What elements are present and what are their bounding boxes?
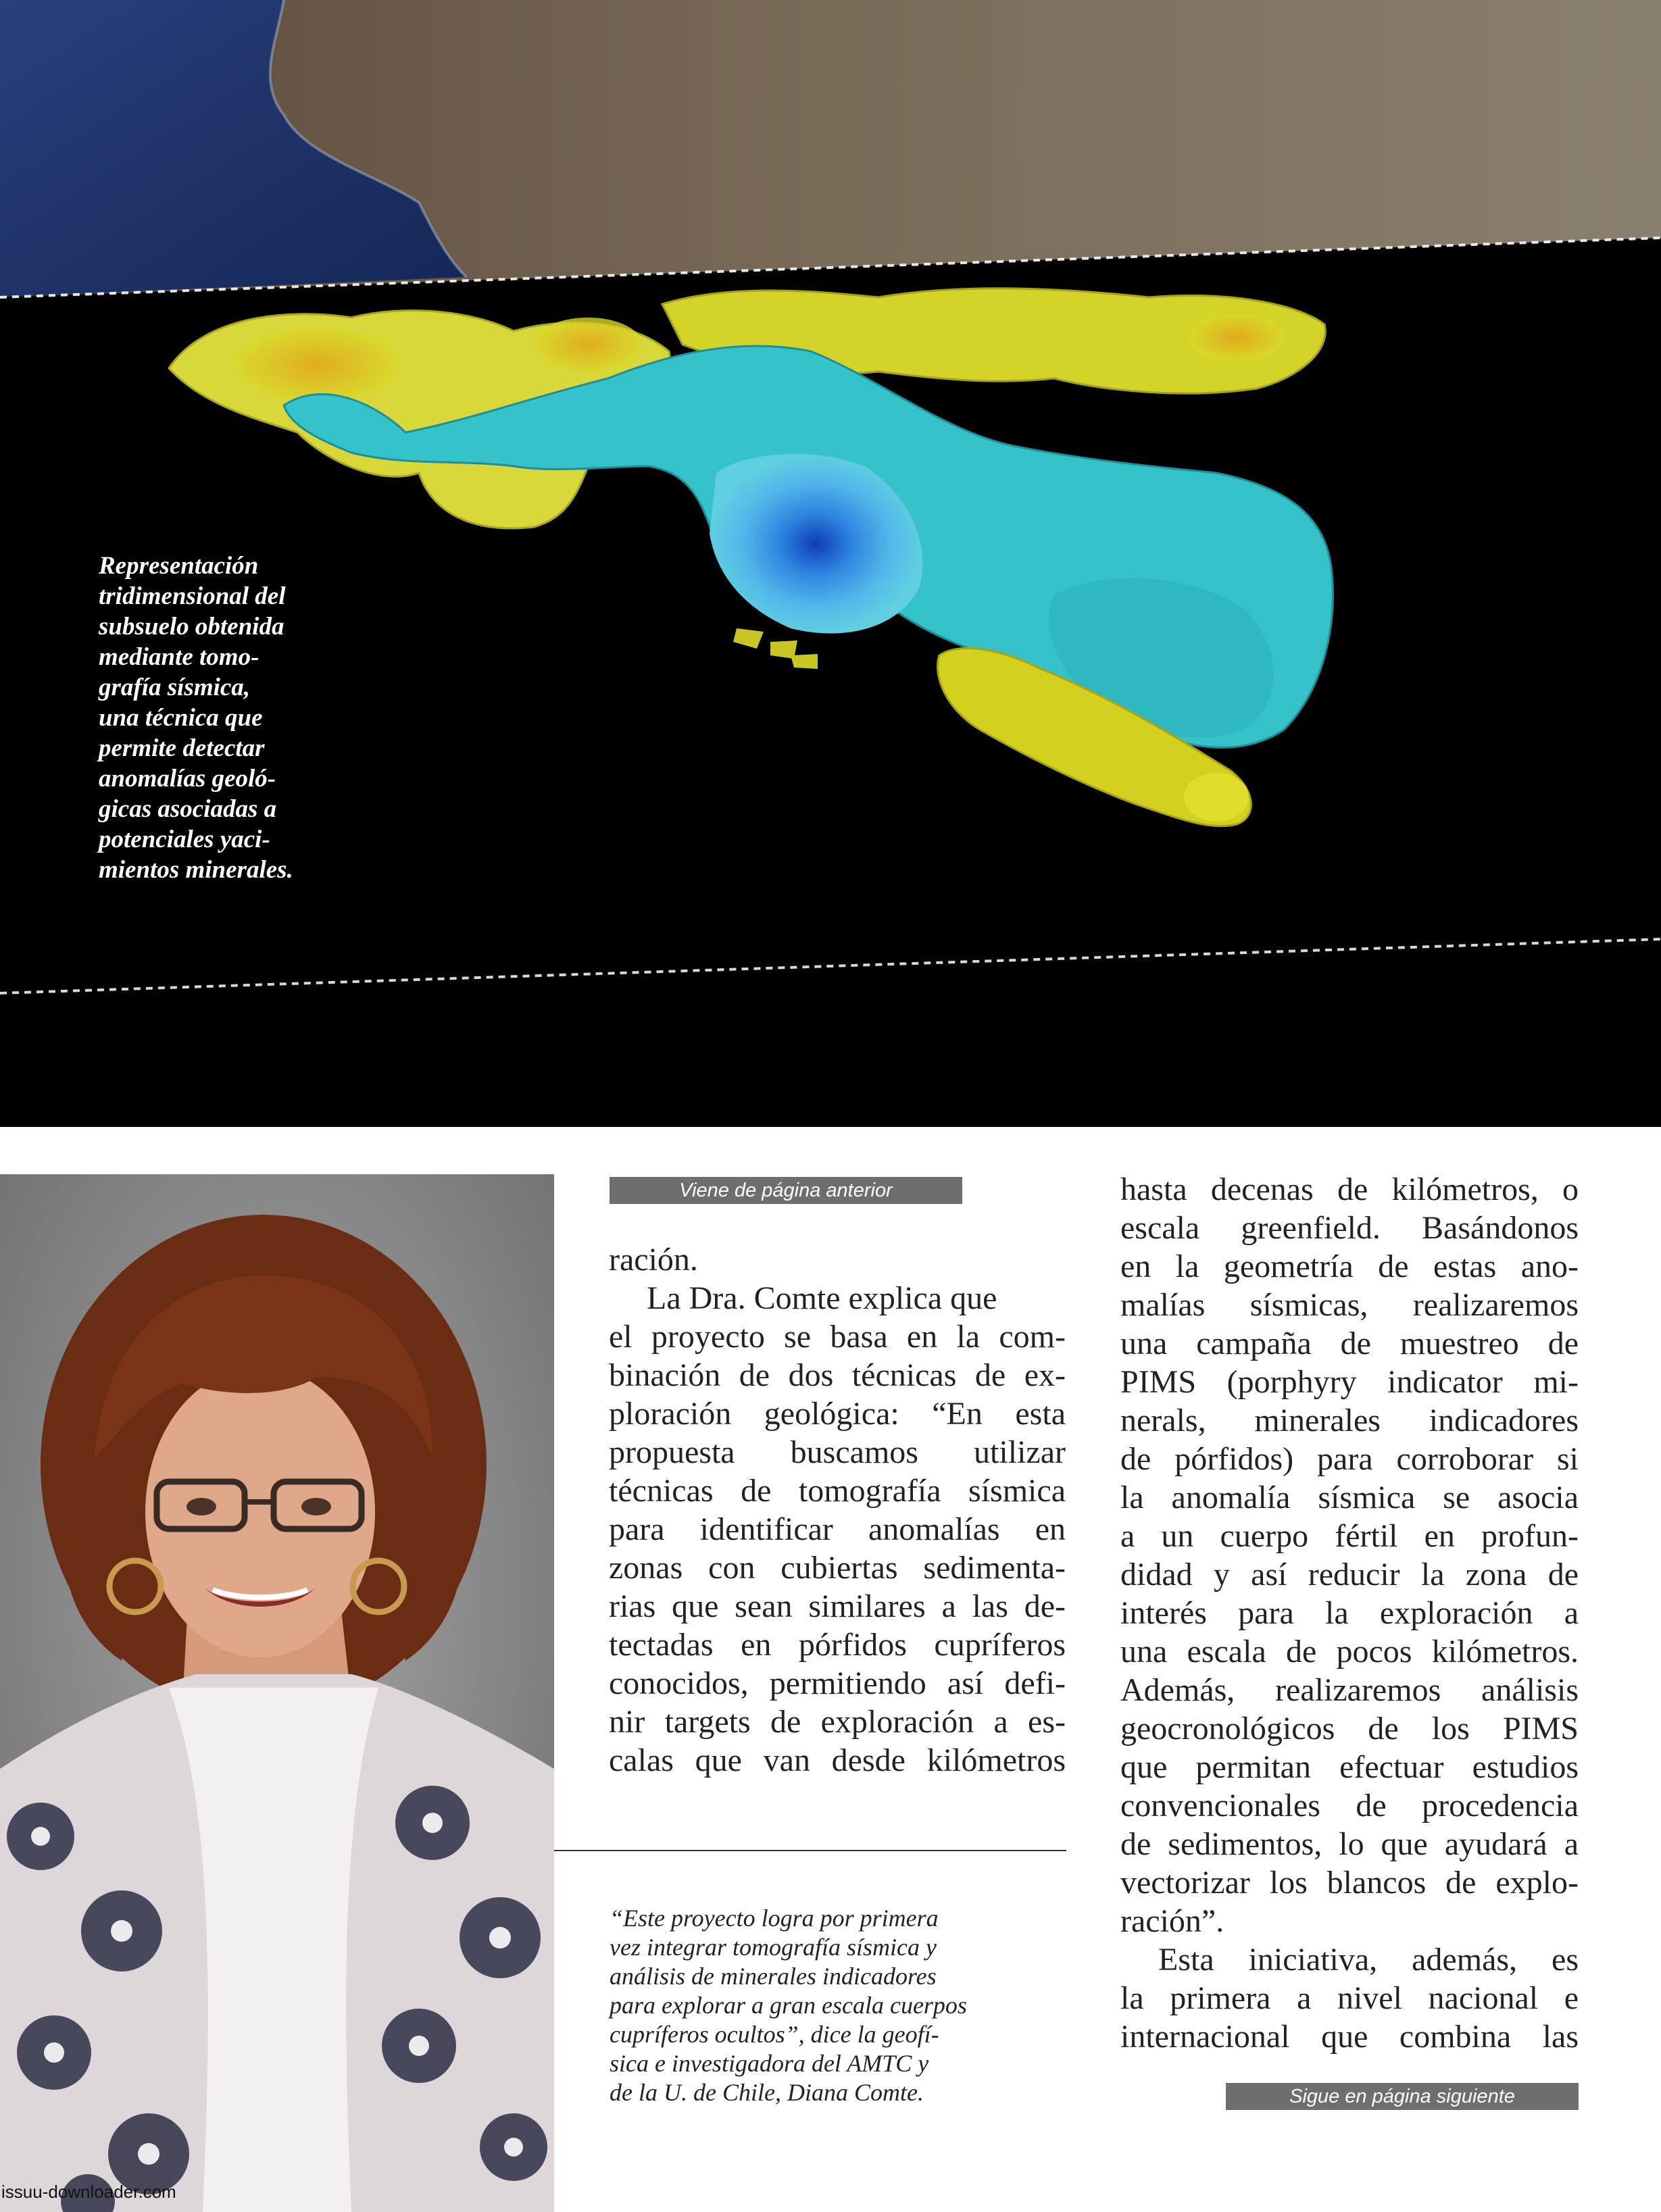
- text-line: que permitan efectuar estudios: [1120, 1749, 1579, 1785]
- caption-line: subsuelo obtenida: [99, 613, 284, 640]
- text-line: internacional que combina las: [1120, 2019, 1579, 2055]
- text-line: convencionales de procedencia: [1120, 1788, 1579, 1824]
- text-line: ración”.: [1120, 1903, 1224, 1939]
- article-column-middle: [609, 1240, 1066, 1780]
- quote-line: cupríferos ocultos”, dice la geofí-: [610, 2021, 939, 2048]
- text-line: una campaña de muestreo de: [1120, 1326, 1579, 1361]
- text-line: propuesta buscamos utilizar: [609, 1434, 1066, 1470]
- pull-quote: [610, 1904, 988, 2107]
- quote-line: para explorar a gran escala cuerpos: [610, 1992, 967, 2019]
- caption-line: Representación: [99, 552, 259, 580]
- text-line: Además, realizaremos análisis: [1120, 1672, 1579, 1708]
- text-line: didad y así reducir la zona de: [1120, 1557, 1579, 1592]
- text-line: nir targets de exploración a es-: [609, 1704, 1066, 1740]
- quote-line: análisis de minerales indicadores: [610, 1963, 937, 1990]
- text-line: la anomalía sísmica se asocia: [1120, 1480, 1579, 1515]
- caption-line: anomalías geoló-: [99, 765, 276, 793]
- quote-divider: [554, 1850, 1066, 1851]
- text-line: a un cuerpo fértil en profun-: [1120, 1518, 1579, 1554]
- text-line: hasta decenas de kilómetros, o: [1120, 1172, 1579, 1207]
- text-line: zonas con cubiertas sedimenta-: [609, 1550, 1066, 1586]
- text-line: La Dra. Comte explica que: [647, 1280, 997, 1316]
- article-column-right: [1120, 1170, 1579, 2056]
- text-line: malías sísmicas, realizaremos: [1120, 1287, 1579, 1323]
- text-line: calas que van desde kilómetros: [609, 1742, 1066, 1778]
- portrait-photo: [0, 1174, 554, 2212]
- text-line: vectorizar los blancos de explo-: [1120, 1865, 1579, 1901]
- text-line: ploración geológica: “En esta: [609, 1396, 1066, 1432]
- text-line: técnicas de tomografía sísmica: [609, 1473, 1066, 1509]
- text-line: el proyecto se basa en la com-: [609, 1319, 1066, 1355]
- text-line: interés para la exploración a: [1120, 1595, 1579, 1631]
- continues-on-label: Sigue en página siguiente: [1226, 2083, 1579, 2110]
- quote-line: “Este proyecto logra por primera: [610, 1905, 939, 1932]
- text-line: ración.: [609, 1242, 698, 1278]
- text-line: una escala de pocos kilómetros.: [1120, 1634, 1579, 1669]
- caption-line: permite detectar: [99, 734, 265, 762]
- quote-line: sica e investigadora del AMTC y: [610, 2050, 929, 2077]
- text-line: nerals, minerales indicadores: [1120, 1403, 1579, 1438]
- continued-from-label: Viene de página anterior: [610, 1177, 962, 1204]
- text-line: conocidos, permitiendo así defi-: [609, 1665, 1066, 1701]
- watermark: issuu-downloader.com: [1, 2182, 176, 2202]
- caption-line: tridimensional del: [99, 582, 286, 610]
- caption-line: una técnica que: [99, 704, 263, 732]
- text-line: binación de dos técnicas de ex-: [609, 1357, 1066, 1393]
- text-line: rias que sean similares a las de-: [609, 1588, 1066, 1624]
- caption-line: gicas asociadas a: [99, 795, 277, 823]
- text-line: de pórfidos) para corroborar si: [1120, 1441, 1579, 1477]
- text-line: escala greenfield. Basándonos: [1120, 1210, 1579, 1246]
- text-line: Esta iniciativa, además, es: [1158, 1942, 1579, 1978]
- text-line: geocronológicos de los PIMS: [1120, 1711, 1579, 1746]
- text-line: de sedimentos, lo que ayudará a: [1120, 1826, 1579, 1862]
- image-caption: [99, 551, 355, 885]
- text-line: para identificar anomalías en: [609, 1511, 1066, 1547]
- text-line: en la geometría de estas ano-: [1120, 1249, 1579, 1284]
- caption-line: mientos minerales.: [99, 856, 293, 884]
- quote-line: vez integrar tomografía sísmica y: [610, 1934, 937, 1961]
- caption-line: mediante tomo-: [99, 643, 259, 671]
- text-line: PIMS (porphyry indicator mi-: [1120, 1364, 1579, 1400]
- quote-line: de la U. de Chile, Diana Comte.: [610, 2079, 924, 2106]
- caption-line: grafía sísmica,: [99, 674, 251, 701]
- text-line: tectadas en pórfidos cupríferos: [609, 1627, 1066, 1663]
- caption-line: potenciales yaci-: [99, 826, 270, 853]
- portrait-illustration: [0, 1174, 554, 2212]
- text-line: la primera a nivel nacional e: [1120, 1980, 1579, 2016]
